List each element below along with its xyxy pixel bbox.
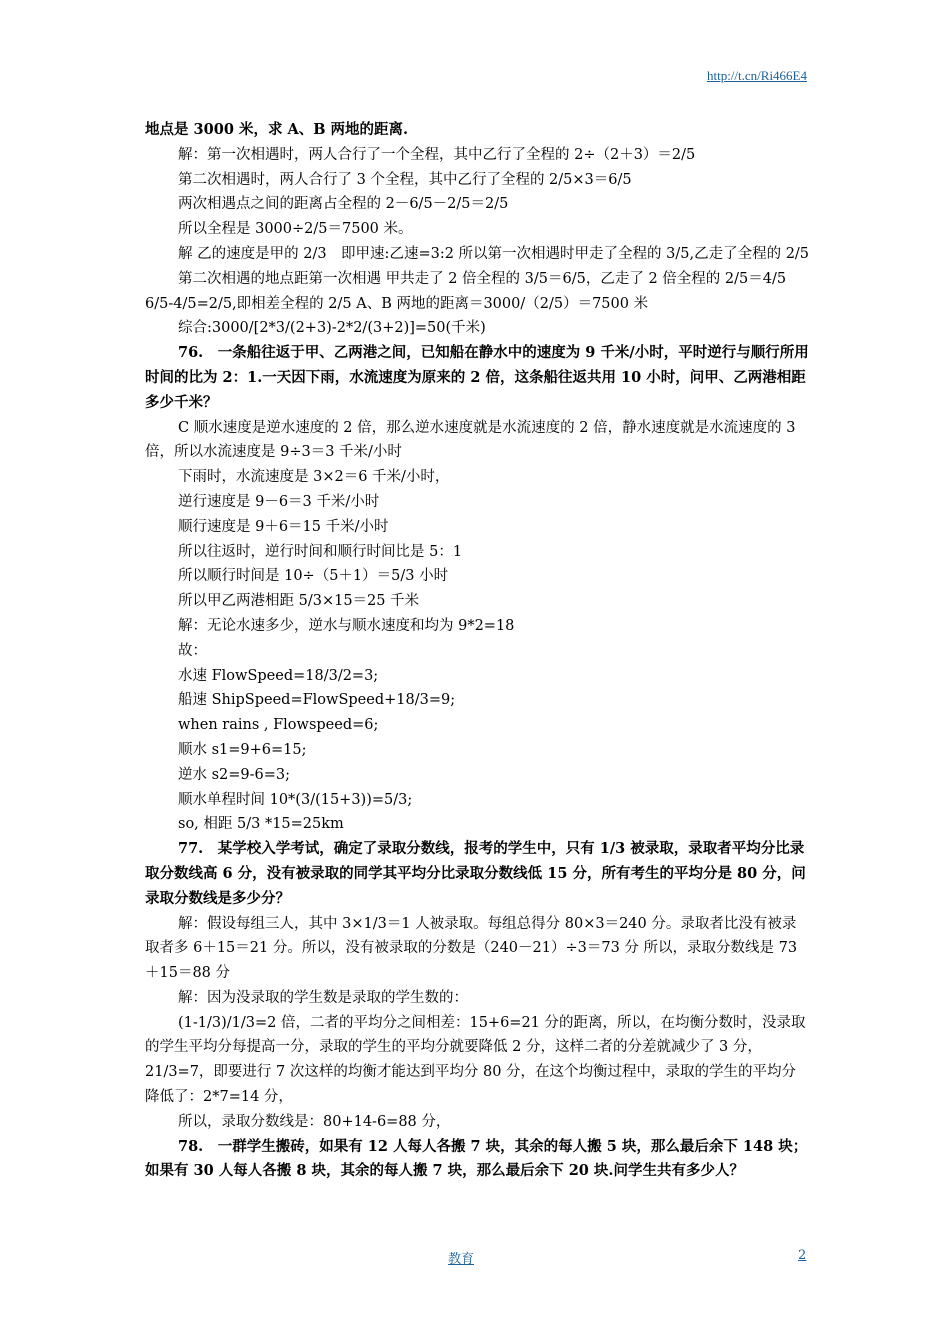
paragraph: so, 相距 5/3 *15=25km bbox=[178, 816, 344, 833]
paragraph: 综合:3000/[2*3/(2+3)-2*2/(3+2)]=50(千米) bbox=[178, 320, 486, 337]
paragraph: 水速 FlowSpeed=18/3/2=3; bbox=[178, 667, 379, 684]
paragraph: 船速 ShipSpeed=FlowSpeed+18/3=9; bbox=[178, 692, 456, 709]
paragraph: 两次相遇点之间的距离占全程的 2－6/5－2/5＝2/5 bbox=[178, 196, 509, 213]
footer-label[interactable]: 教育 bbox=[448, 1252, 475, 1267]
paragraph: 下雨时，水流速度是 3×2＝6 千米/小时， bbox=[178, 469, 450, 486]
paragraph: 所以往返时，逆行时间和顺行时间比是 5：1 bbox=[178, 543, 463, 560]
page-number: 2 bbox=[798, 1248, 807, 1263]
paragraph: 逆行速度是 9－6＝3 千米/小时 bbox=[178, 493, 380, 510]
paragraph: when rains , Flowspeed=6; bbox=[178, 717, 379, 734]
paragraph: 77. 某学校入学考试，确定了录取分数线，报考的学生中，只有 1/3 被录取，录取者平均分比录取分数线高 6 分，没有被录取的同学其平均分比录取分数线低 15 分，所有考生的平均分是 80 分，问录取分数线是多少分？ bbox=[145, 840, 806, 907]
paragraph: 所以甲乙两港相距 5/3×15＝25 千米 bbox=[178, 593, 420, 610]
paragraph: 所以全程是 3000÷2/5＝7500 米。 bbox=[178, 221, 413, 238]
paragraph: 第二次相遇时，两人合行了 3 个全程，其中乙行了全程的 2/5×3＝6/5 bbox=[178, 171, 632, 188]
paragraph: 顺水单程时间 10*(3/(15+3))=5/3; bbox=[178, 791, 413, 808]
paragraph: C 顺水速度是逆水速度的 2 倍，那么逆水速度就是水流速度的 2 倍，静水速度就是水流速度的 3 倍，所以水流速度是 9÷3＝3 千米/小时 bbox=[145, 419, 796, 461]
paragraph: 顺水 s1=9+6=15; bbox=[178, 741, 307, 758]
paragraph: 所以顺行时间是 10÷（5＋1）＝5/3 小时 bbox=[178, 568, 449, 585]
paragraph: 解：第一次相遇时，两人合行了一个全程，其中乙行了全程的 2÷（2＋3）＝2/5 bbox=[178, 146, 696, 163]
paragraph: 故： bbox=[178, 642, 207, 659]
paragraph: 解：假设每组三人，其中 3×1/3＝1 人被录取。每组总得分 80×3＝240 分。录取者比没有被录取者多 6＋15＝21 分。所以，没有被录取的分数是（240－21）÷3＝73 分 所以，录取分数线是 73＋15＝88 分 bbox=[145, 915, 798, 982]
paragraph: 76. 一条船往返于甲、乙两港之间，已知船在静水中的速度为 9 千米/小时，平时逆行与顺行所用时间的比为 2：1.一天因下雨，水流速度为原来的 2 倍，这条船往返共用 10 小时，问甲、乙两港相距多少千米？ bbox=[145, 344, 809, 411]
paragraph: 第二次相遇的地点距第一次相遇 甲共走了 2 倍全程的 3/5＝6/5，乙走了 2 倍全程的 2/5＝4/5 6/5-4/5=2/5,即相差全程的 2/5 A、B 两地的距离＝3000/（2/5）＝7500 米 bbox=[145, 270, 787, 312]
paragraph: (1-1/3)/1/3=2 倍，二者的平均分之间相差：15+6=21 分的距离，所以，在均衡分数时，没录取的学生平均分每提高一分，录取的学生的平均分就要降低 2 分，这样二者的分差就减少了 3 分，21/3=7，即要进行 7 次这样的均衡才能达到平均分 80 分，在这个均衡过程中，录取的学生的平均分降低了：2*7=14 分， bbox=[145, 1014, 806, 1106]
paragraph: 地点是 3000 米，求 A、B 两地的距离. bbox=[145, 121, 409, 138]
paragraph: 解：因为没录取的学生数是录取的学生数的： bbox=[178, 989, 468, 1006]
header-link[interactable]: http://t.cn/Ri466E4 bbox=[706, 68, 807, 83]
document-body bbox=[145, 118, 810, 1184]
paragraph: 顺行速度是 9＋6＝15 千米/小时 bbox=[178, 518, 389, 535]
paragraph: 解 乙的速度是甲的 2/3 即甲速:乙速=3:2 所以第一次相遇时甲走了全程的 3/5,乙走了全程的 2/5 bbox=[178, 245, 810, 262]
paragraph: 解：无论水速多少，逆水与顺水速度和均为 9*2=18 bbox=[178, 617, 515, 634]
paragraph: 逆水 s2=9-6=3; bbox=[178, 766, 291, 783]
paragraph: 所以，录取分数线是：80+14-6=88 分， bbox=[178, 1113, 451, 1130]
paragraph: 78. 一群学生搬砖，如果有 12 人每人各搬 7 块，其余的每人搬 5 块，那么最后余下 148 块；如果有 30 人每人各搬 8 块，其余的每人搬 7 块，那么最后余下 20 块.问学生共有多少人？ bbox=[145, 1137, 808, 1180]
